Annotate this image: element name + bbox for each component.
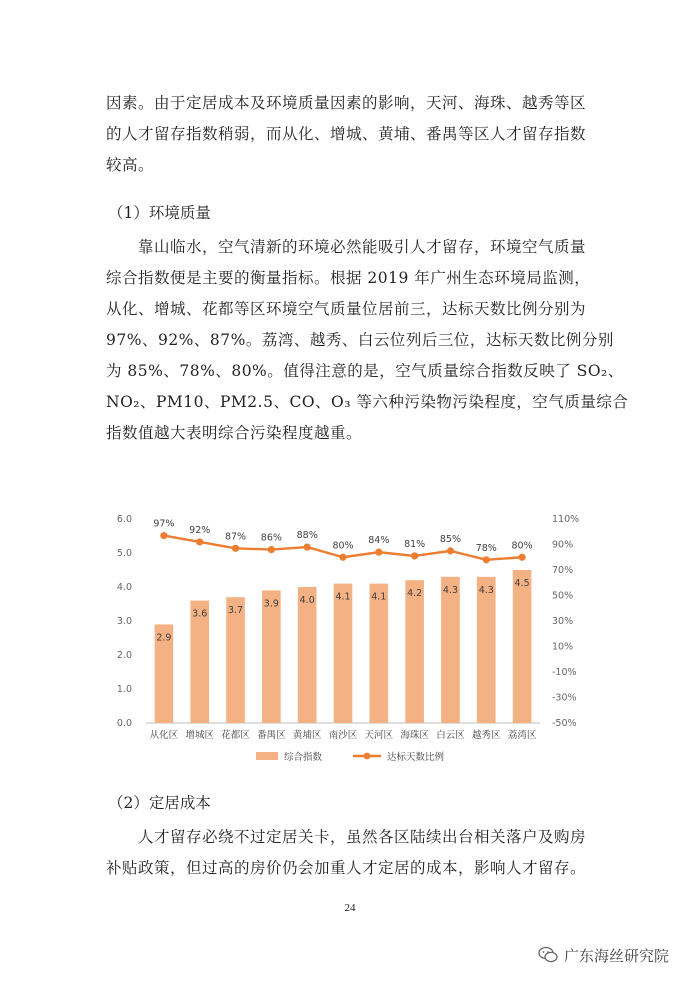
category-tick-label: 增城区 [185,730,214,741]
legend-swatch-marker [364,753,371,760]
text-line: 人才留存必绕不过定居关卡，虽然各区陆续出台相关落户及购房 [106,828,587,846]
line-value-label: 88% [296,530,318,542]
right-axis-tick-label: -50% [552,718,577,729]
text-line: NO₂、PM10、PM2.5、CO、O₃ 等六种污染物污染程度，空气质量综合 [106,393,629,411]
text-line: 补贴政策，但过高的房价仍会加重人才定居的成本，影响人才留存。 [106,859,587,877]
line-value-label: 97% [153,518,175,530]
text-line: 从化、增城、花都等区环境空气质量位居前三，达标天数比例分别为 [106,300,587,318]
line-value-label: 80% [332,540,354,552]
bar-value-label: 3.7 [227,605,244,617]
line-value-label: 86% [260,532,282,544]
line-point [411,552,418,559]
line-value-label: 80% [511,540,533,552]
line-value-label: 81% [404,538,426,550]
right-axis-tick-label: 90% [552,539,574,551]
line-point [196,538,203,545]
settlement-cost-paragraph [106,822,596,884]
line-value-label: 78% [475,542,497,554]
bar-value-label: 4.5 [514,578,530,589]
bar [513,570,532,723]
line-point [339,554,346,561]
bar-value-label: 3.9 [263,598,279,610]
line-point [232,545,239,552]
left-axis-tick-label: 6.0 [116,514,132,525]
section-heading-environment: （1）环境质量 [108,204,211,222]
left-axis-tick-label: 1.0 [116,684,132,695]
left-axis-tick-label: 4.0 [116,582,132,593]
right-axis-tick-label: -10% [552,667,577,678]
bar-value-label: 2.9 [156,632,172,644]
section-heading-settlement-cost: （2）定居成本 [108,794,211,812]
bar-value-label: 3.6 [192,608,208,620]
bar-value-label: 4.3 [478,584,494,596]
watermark [538,944,669,966]
text-line: 97%、92%、87%。荔湾、越秀、白云位列后三位，达标天数比例分别 [106,331,614,349]
right-axis-tick-label: 110% [552,514,580,525]
text-line: 靠山临水，空气清新的环境必然能吸引人才留存，环境空气质量 [106,238,587,256]
line-point [518,554,525,561]
bar-value-label: 4.2 [407,588,423,600]
category-tick-label: 天河区 [364,730,394,741]
bar [405,580,424,723]
bar-value-label: 4.1 [371,591,387,603]
chart-svg [108,505,598,775]
right-axis-tick-label: 50% [552,590,574,602]
air-quality-chart [108,505,598,775]
bar [441,577,460,723]
text-line: 为 85%、78%、80%。值得注意的是，空气质量综合指数反映了 SO₂、 [106,362,624,380]
category-tick-label: 荔湾区 [507,730,537,741]
bar [262,590,281,723]
category-tick-label: 越秀区 [472,730,501,741]
text-line: 的人才留存指数稍弱，而从化、增城、黄埔、番禺等区人才留存指数 [106,125,587,143]
line-point [447,547,454,554]
text-line: 较高。 [106,156,155,174]
watermark-text: 广东海丝研究院 [564,946,670,965]
bar [477,577,496,723]
text-line: 因素。由于定居成本及环境质量因素的影响，天河、海珠、越秀等区 [106,94,587,112]
category-tick-label: 番禺区 [257,730,286,741]
right-axis-tick-label: 30% [552,616,574,627]
line-point [483,556,490,563]
bar [370,584,389,723]
legend-label: 达标天数比例 [387,752,445,763]
bar-value-label: 4.3 [442,584,459,596]
line-point [375,549,382,556]
category-tick-label: 南沙区 [328,730,358,741]
line-value-label: 85% [439,533,462,545]
legend-label: 综合指数 [284,752,323,763]
line-value-label: 84% [368,535,390,547]
left-axis-tick-label: 2.0 [116,650,132,661]
right-axis-tick-label: 10% [552,641,574,653]
category-tick-label: 从化区 [149,730,179,741]
category-tick-label: 花都区 [221,730,250,741]
left-axis-tick-label: 3.0 [116,616,132,627]
intro-paragraph [106,88,596,181]
category-tick-label: 海珠区 [400,730,429,741]
bar-value-label: 4.0 [299,595,315,606]
left-axis-tick-label: 5.0 [116,548,132,559]
line-point [160,532,167,539]
text-line: 综合指数便是主要的衡量指标。根据 2019 年广州生态环境局监测， [106,269,591,287]
right-axis-tick-label: 70% [552,565,574,576]
line-point [304,543,311,550]
wechat-icon [538,946,558,964]
line-value-label: 87% [224,531,247,543]
line-value-label: 92% [189,524,211,536]
bar [334,584,353,723]
page-number: 24 [344,902,356,914]
line-point [268,546,275,553]
category-tick-label: 黄埔区 [292,730,322,741]
category-tick-label: 白云区 [436,730,465,741]
bar-value-label: 4.1 [335,591,351,603]
legend-swatch-bar [256,752,278,760]
text-line: 指数值越大表明综合污染程度越重。 [106,424,363,442]
bar [298,587,317,723]
left-axis-tick-label: 0.0 [116,718,132,729]
right-axis-tick-label: -30% [552,692,577,704]
environment-paragraph [106,232,629,449]
